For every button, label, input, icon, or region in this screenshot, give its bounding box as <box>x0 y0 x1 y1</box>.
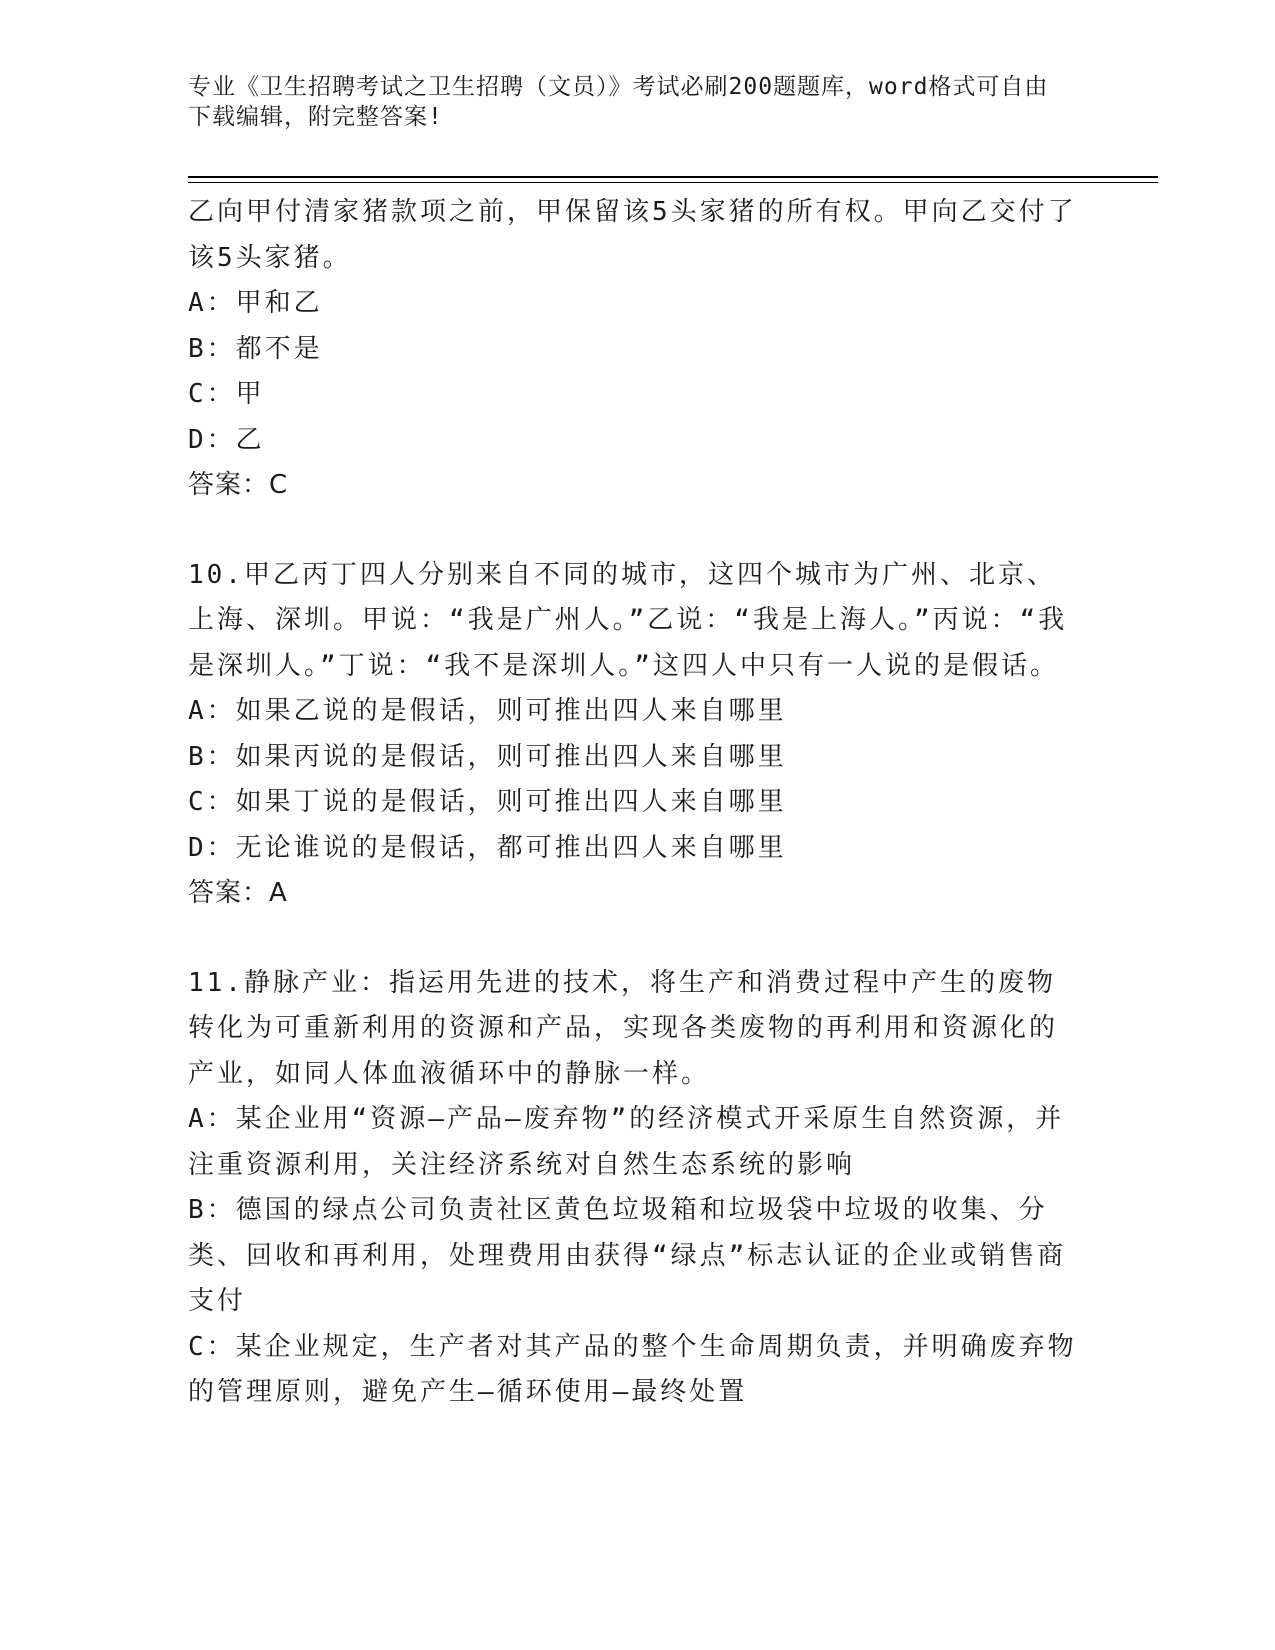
question-10-option-b: B：如果丙说的是假话，则可推出四人来自哪里 <box>188 741 787 772</box>
question-11-option-c: C：某企业规定，生产者对其产品的整个生命周期负责，并明确废弃物的管理原则，避免产生—循环使用—最终处置 <box>188 1331 1077 1407</box>
question-9-option-b: B：都不是 <box>188 333 323 364</box>
question-11-stem: 11.静脉产业：指运用先进的技术，将生产和消费过程中产生的废物转化为可重新利用的资源和产品，实现各类废物的再利用和资源化的产业，如同人体血液循环中的静脉一样。 <box>188 967 1059 1089</box>
question-10 <box>188 553 1078 917</box>
question-10-option-c: C：如果丁说的是假话，则可推出四人来自哪里 <box>188 787 787 817</box>
header-divider-thin <box>188 182 1158 183</box>
question-9-option-d: D：乙 <box>188 424 265 455</box>
question-11-option-b: B：德国的绿点公司负责社区黄色垃圾箱和垃圾袋中垃圾的收集、分类、回收和再利用，处理费用由获得“绿点”标志认证的企业或销售商支付 <box>188 1195 1067 1316</box>
header-divider-thick <box>188 176 1158 178</box>
question-10-option-a: A：如果乙说的是假话，则可推出四人来自哪里 <box>188 696 787 726</box>
spacer <box>188 917 1078 961</box>
spacer <box>188 509 1078 553</box>
question-11-option-a: A：某企业用“资源—产品—废弃物”的经济模式开采原生自然资源，并注重资源利用，关注经济系统对自然生态系统的影响 <box>188 1104 1065 1180</box>
question-10-stem: 10.甲乙丙丁四人分别来自不同的城市，这四个城市为广州、北京、上海、深圳。甲说：“我是广州人。”乙说：“我是上海人。”丙说：“我是深圳人。”丁说：“我不是深圳人。”这四人中只有一人说的是假话。 <box>188 559 1068 681</box>
question-9-option-c: C：甲 <box>188 379 265 409</box>
page-header: 专业《卫生招聘考试之卫生招聘（文员）》考试必刷200题题库，word格式可自由下载编辑，附完整答案! <box>188 74 1049 130</box>
question-9-continued <box>188 190 1078 509</box>
question-9-option-a: A：甲和乙 <box>188 288 323 318</box>
question-10-answer: 答案：A <box>188 878 288 908</box>
question-9-stem-tail: 乙向甲付清家猪款项之前，甲保留该5头家猪的所有权。甲向乙交付了该5头家猪。 <box>188 197 1077 273</box>
question-content <box>188 190 1078 1416</box>
question-9-answer: 答案：C <box>188 470 289 500</box>
question-11 <box>188 961 1078 1416</box>
question-10-option-d: D：无论谁说的是假话，都可推出四人来自哪里 <box>188 832 787 863</box>
